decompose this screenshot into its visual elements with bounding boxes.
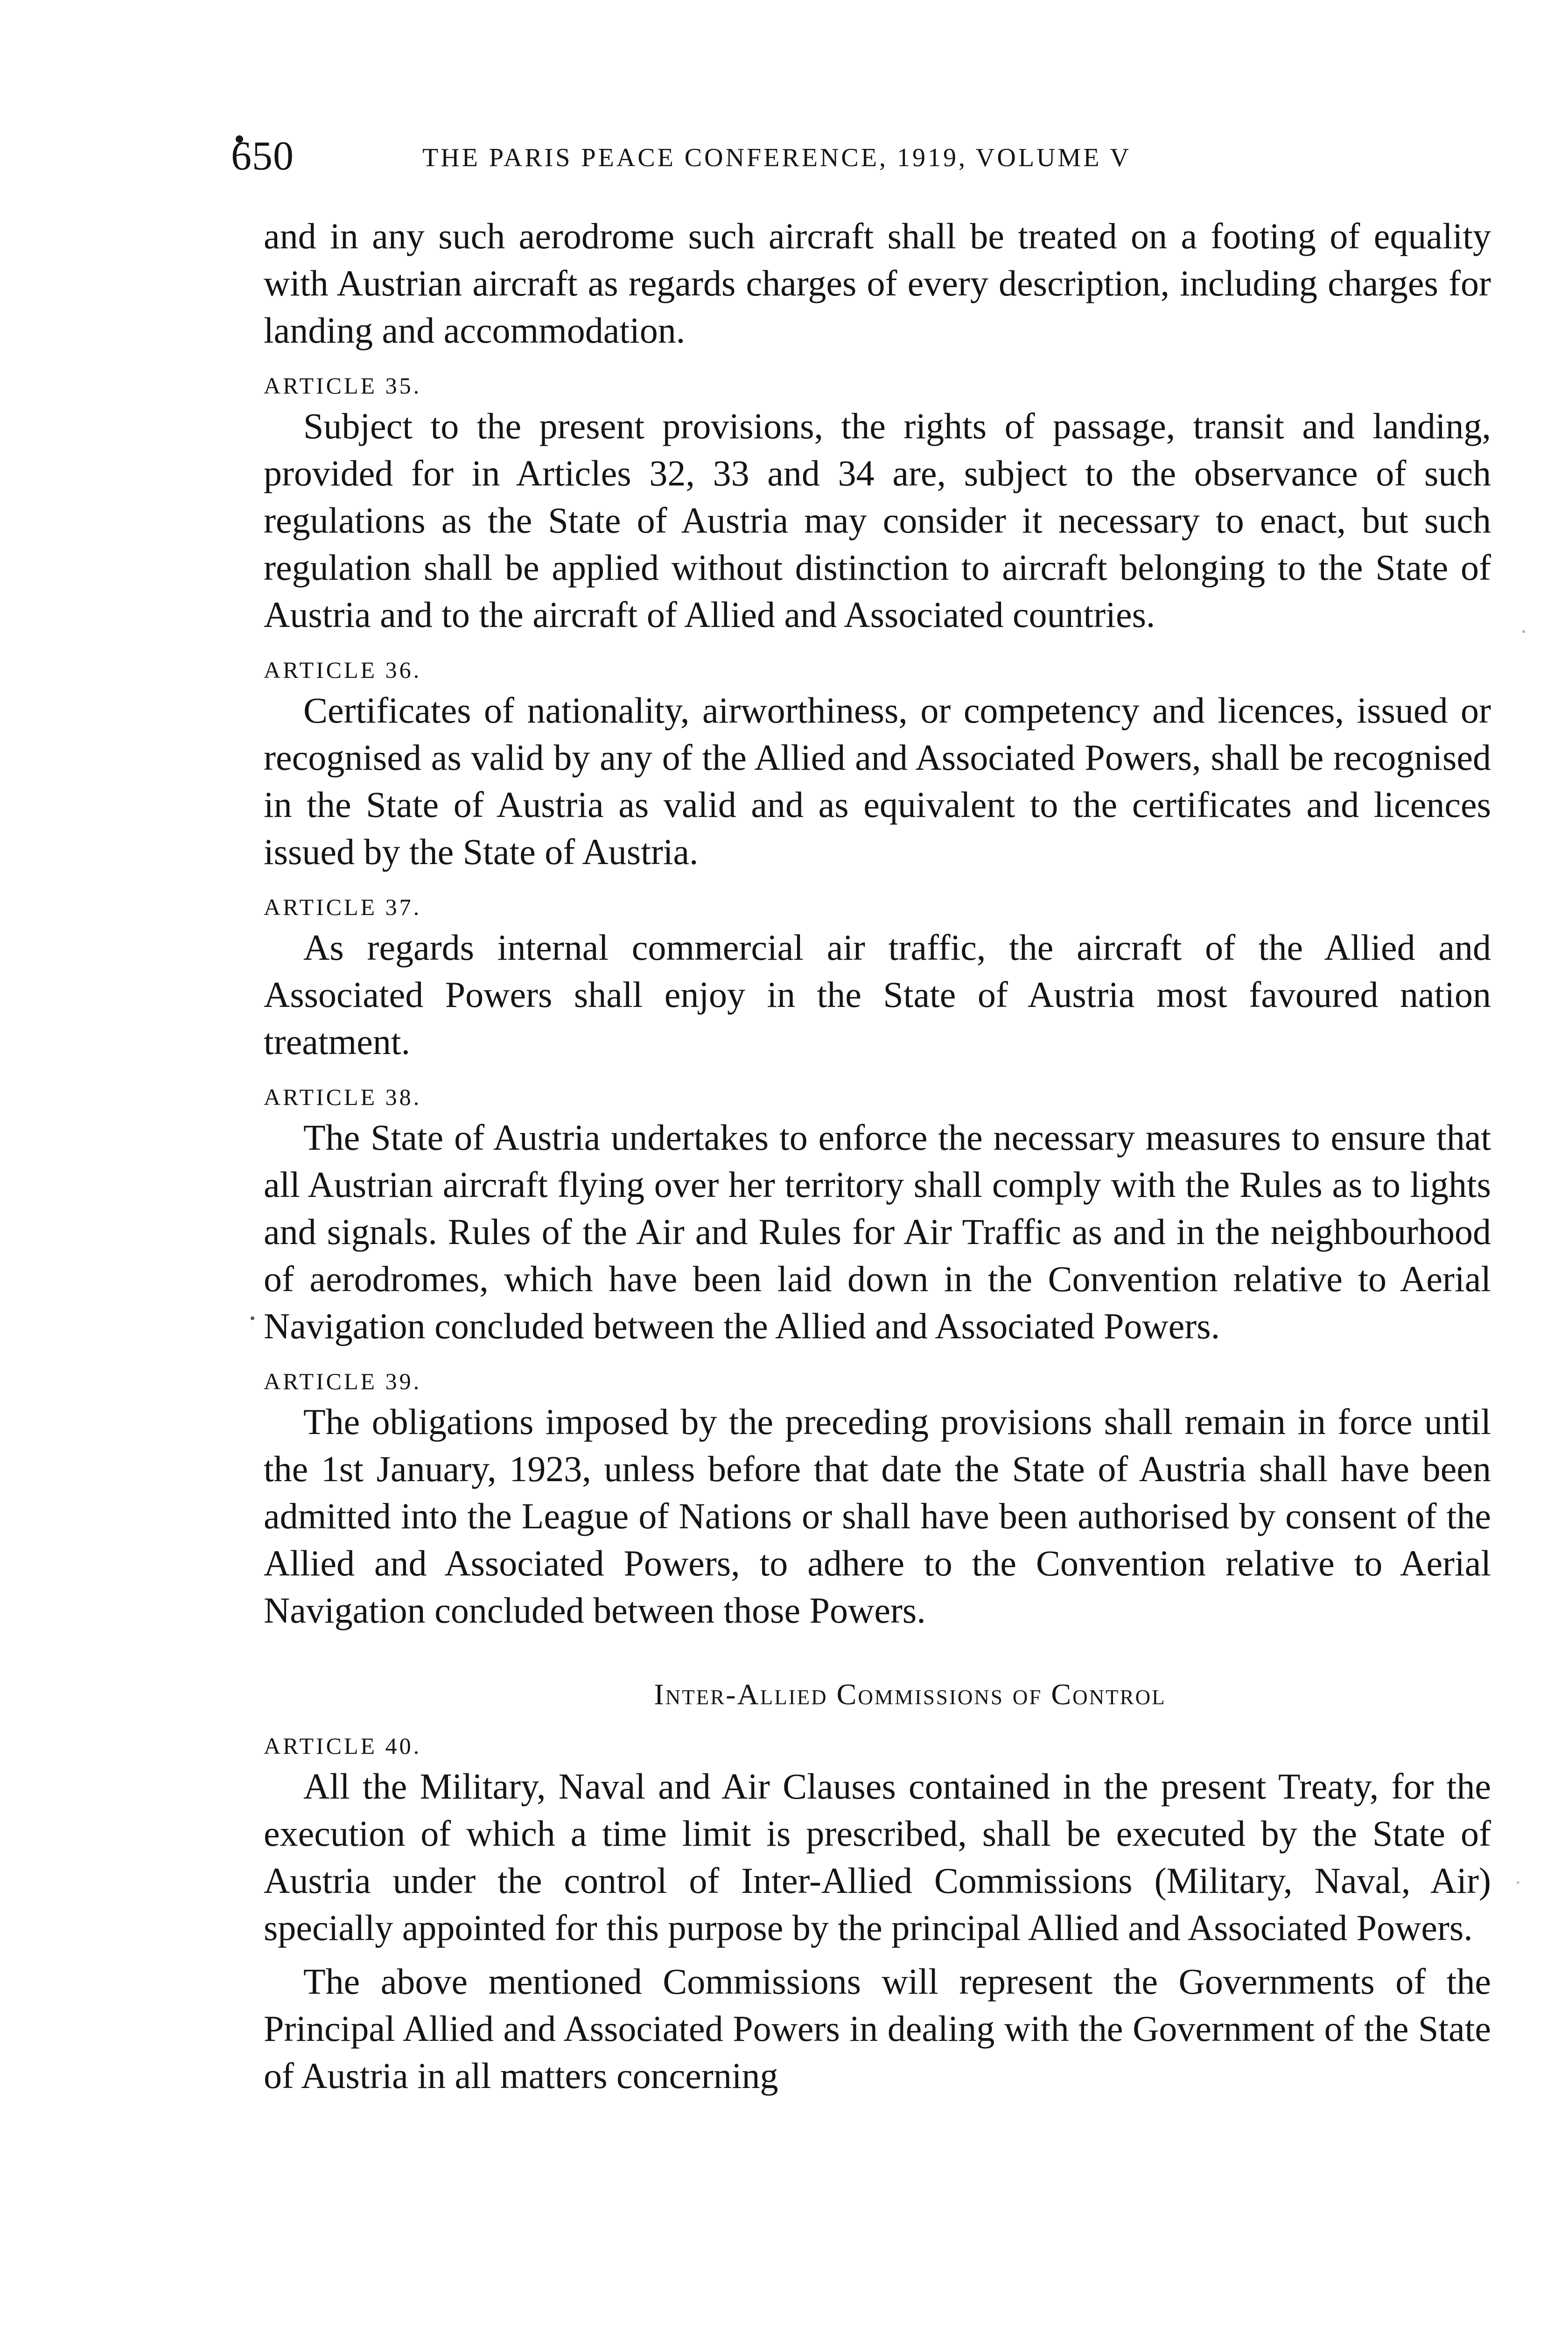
article-38-text: The State of Austria undertakes to enforce the necessary measures to ensure that all Austrian aircraft flying over her territory shall comply with the Rules as to lights and signals. Rules of the Air and Rules for Air Traffic as and in the neighbourhood of aerodromes, which have been laid down in the Convention relative to Aerial Navigation concluded between the Allied and Associated Powers. xyxy=(264,1117,1491,1346)
article-35-text: Subject to the present provisions, the rights of passage, transit and landing, provided for in Articles 32, 33 and 34 are, subject to the observance of such regulations as the State of Austria may consider it necessary to enact, but such regulation shall be applied without distinction to aircraft belonging to the State of Austria and to the aircraft of Allied and Associated countries. xyxy=(264,406,1491,635)
article-39-text: The obligations imposed by the preceding provisions shall remain in force until the 1st January, 1923, unless before that date the State of Austria shall have been admitted into the League of Nations or shall have been authorised by consent of the Allied and Associated Powers, to adhere to the Convention relative to Aerial Navigation concluded between those Powers. xyxy=(264,1401,1491,1631)
article-35-label: ARTICLE 35. xyxy=(264,373,422,399)
page-body xyxy=(264,212,1491,2099)
article-38-label: ARTICLE 38. xyxy=(264,1084,422,1110)
margin-mark-right-2 xyxy=(1517,1881,1519,1884)
article-37-text: As regards internal commercial air traffic, the aircraft of the Allied and Associated Powers shall enjoy in the State of Austria most favoured nation treatment. xyxy=(264,927,1491,1062)
page-header xyxy=(212,133,1323,189)
section-heading: Inter-Allied Commissions of Control xyxy=(654,1678,1166,1711)
article-37-label: ARTICLE 37. xyxy=(264,894,422,920)
running-head: THE PARIS PEACE CONFERENCE, 1919, VOLUME V xyxy=(422,143,1131,172)
margin-mark-right-1 xyxy=(1522,630,1525,633)
article-36-text: Certificates of nationality, airworthiness, or competency and licences, issued or recognised as valid by any of the Allied and Associated Powers, shall be recognised in the State of Austria as valid and as equivalent to the certificates and licences issued by the State of Austria. xyxy=(264,690,1491,872)
intro-paragraph: and in any such aerodrome such aircraft shall be treated on a footing of equality with Austrian aircraft as regards charges of every description, including charges for landing and accommodation. xyxy=(264,216,1491,351)
article-36-label: ARTICLE 36. xyxy=(264,657,422,683)
article-40-label: ARTICLE 40. xyxy=(264,1733,422,1759)
article-40-text: All the Military, Naval and Air Clauses contained in the present Treaty, for the execution of which a time limit is prescribed, shall be executed by the State of Austria under the control of Inter-Allied Commissions (Military, Naval, Air) specially appointed for this purpose by the principal Allied and Associated Powers. xyxy=(264,1766,1491,1948)
page-number: 650 xyxy=(231,134,294,179)
article-39-label: ARTICLE 39. xyxy=(264,1368,422,1394)
article-40-text-continued: The above mentioned Commissions will represent the Governments of the Principal Allied and Associated Powers in dealing with the Government of the State of Austria in all matters concerning xyxy=(264,1961,1491,2096)
margin-mark-left xyxy=(251,1316,254,1320)
